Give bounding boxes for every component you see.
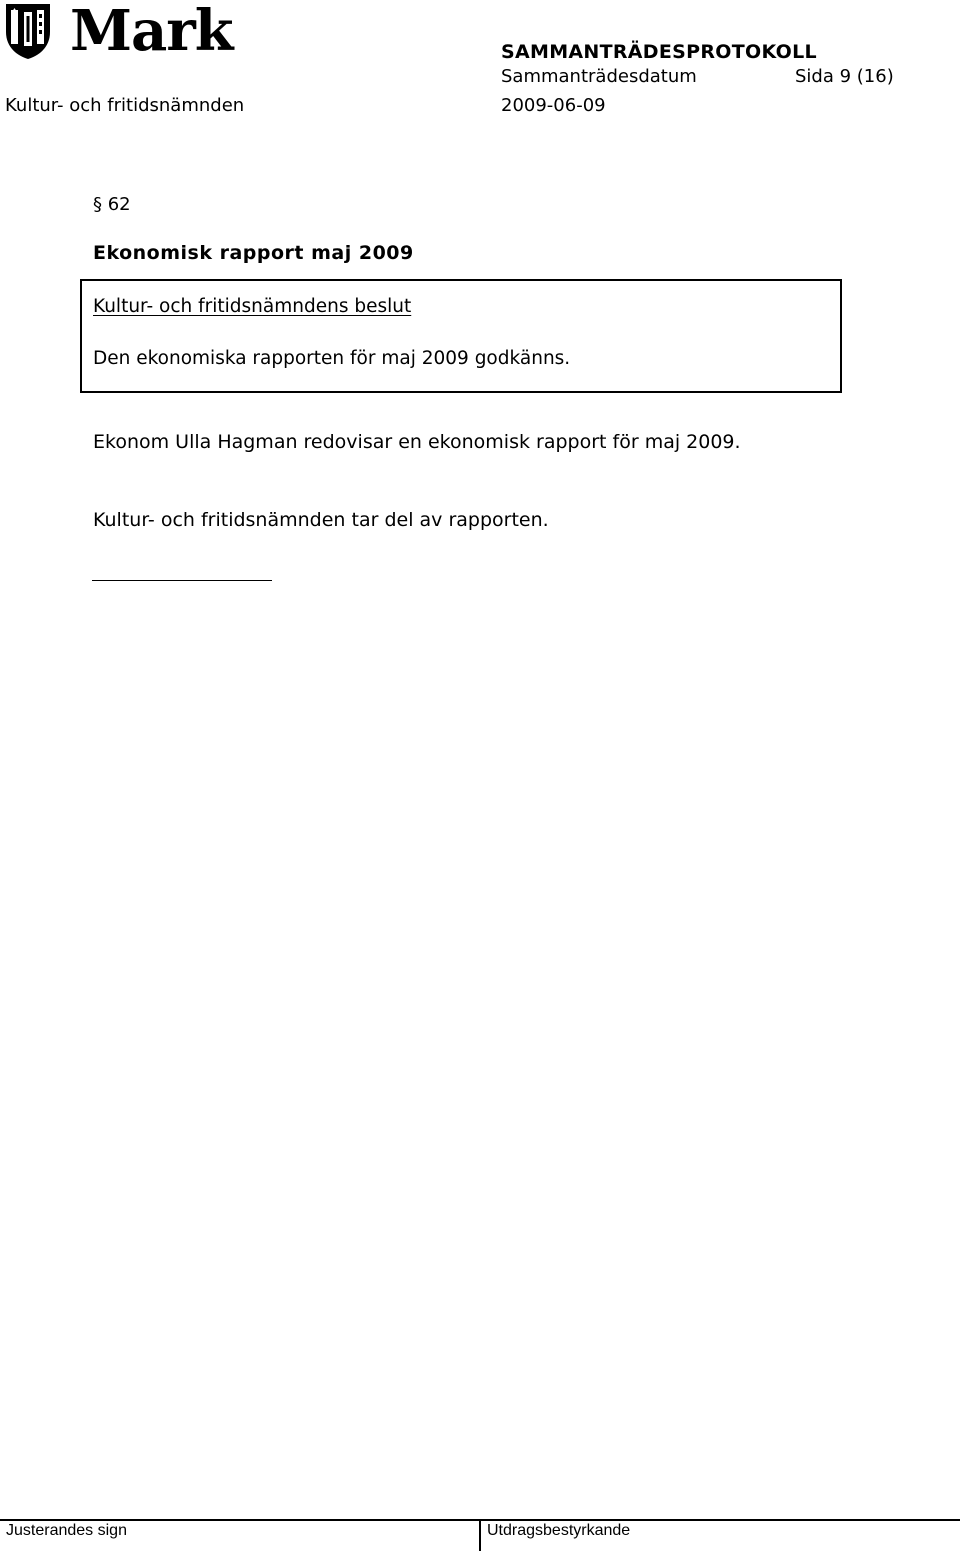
municipal-crest-icon	[4, 2, 52, 60]
meeting-date-label: Sammanträdesdatum	[501, 66, 697, 87]
committee-name: Kultur- och fritidsnämnden	[5, 95, 245, 116]
signature-line	[92, 580, 272, 581]
footer-divider	[479, 1519, 481, 1551]
logo-wordmark: Mark	[70, 0, 233, 64]
footer-adjuster-sign: Justerandes sign	[6, 1522, 127, 1539]
body-paragraph-acknowledgement: Kultur- och fritidsnämnden tar del av rapporten.	[93, 509, 549, 531]
body-paragraph-report: Ekonom Ulla Hagman redovisar en ekonomisk rapport för maj 2009.	[93, 431, 741, 453]
footer-extract-certification: Utdragsbestyrkande	[487, 1522, 631, 1539]
page-number: Sida 9 (16)	[795, 66, 894, 87]
decision-heading: Kultur- och fritidsnämndens beslut	[93, 296, 412, 317]
document-type-title: SAMMANTRÄDESPROTOKOLL	[501, 41, 817, 63]
section-title: Ekonomisk rapport maj 2009	[93, 242, 414, 264]
decision-text: Den ekonomiska rapporten för maj 2009 godkänns.	[93, 348, 571, 369]
meeting-date: 2009-06-09	[501, 95, 606, 116]
paragraph-number: § 62	[93, 194, 131, 215]
